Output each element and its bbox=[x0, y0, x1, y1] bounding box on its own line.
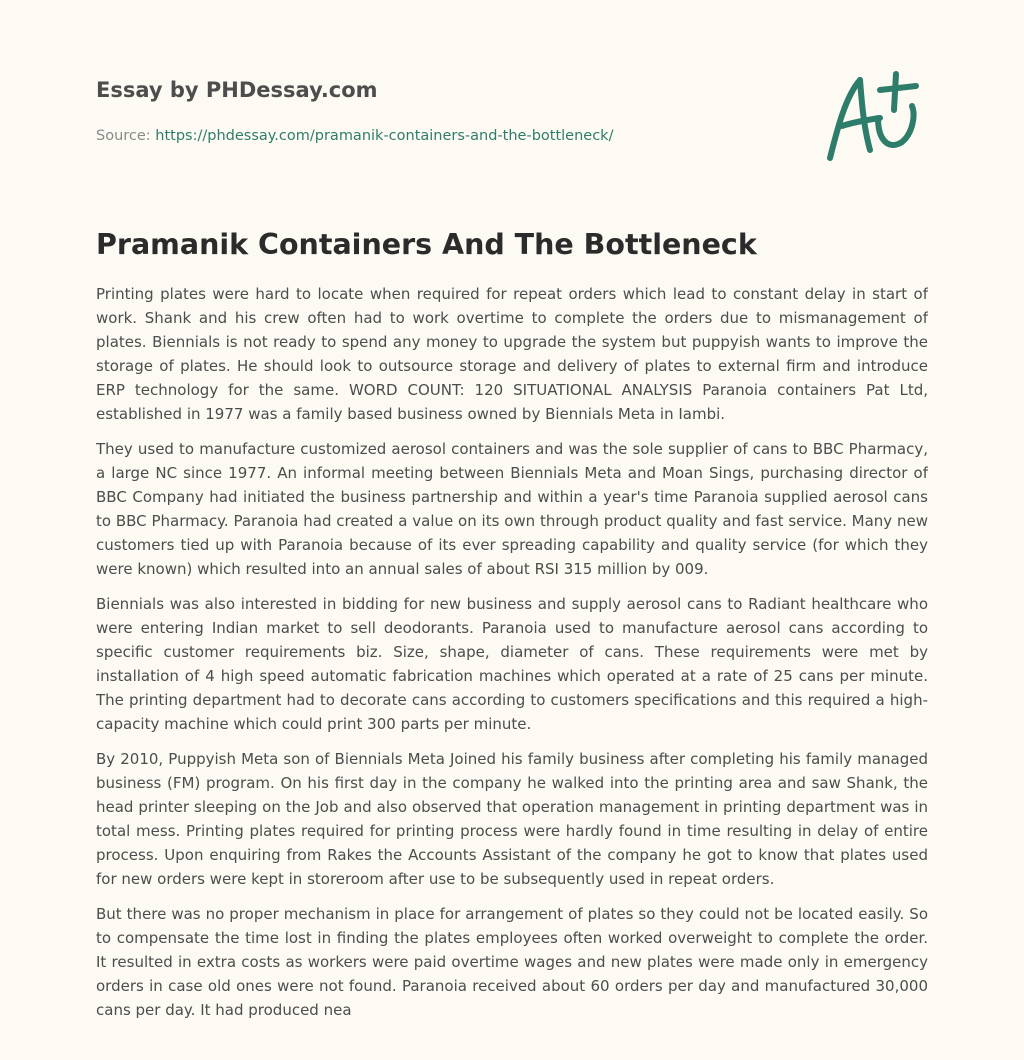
source-label: Source: bbox=[96, 128, 151, 144]
source-line bbox=[96, 126, 796, 146]
essay-header bbox=[96, 76, 796, 146]
site-brand: Essay by PHDessay.com bbox=[96, 78, 378, 102]
article-body bbox=[96, 282, 928, 1050]
article-paragraph: Biennials was also interested in bidding for new business and supply aerosol cans to Radiant healthcare who were entering Indian market to sell deodorants. Paranoia used to manufacture aerosol cans according to specific customer requirements biz. Size, shape, diameter of cans. These requirements were met by installation of 4 high speed automatic fabrication machines which operated at a rate of 25 cans per minute. The printing department had to decorate cans according to customers specifications and this required a high-capacity machine which could print 300 parts per minute. bbox=[96, 595, 928, 733]
a-plus-logo-icon bbox=[820, 66, 930, 166]
article-paragraph: Printing plates were hard to locate when required for repeat orders which lead to constant delay in start of work. Shank and his crew often had to work overtime to complete the orders due to mismanagement of plates. Biennials is not ready to spend any money to upgrade the system but puppyish wants to improve the storage of plates. He should look to outsource storage and delivery of plates to external firm and introduce ERP technology for the same. WORD COUNT: 120 SITUATIONAL ANALYSIS Paranoia containers Pat Ltd, established in 1977 was a family based business owned by Biennials Meta in Iambi. bbox=[96, 285, 928, 423]
article-title: Pramanik Containers And The Bottleneck bbox=[96, 228, 757, 261]
source-link[interactable]: https://phdessay.com/pramanik-containers-and-the-bottleneck/ bbox=[155, 128, 614, 144]
article-paragraph: But there was no proper mechanism in place for arrangement of plates so they could not be located easily. So to compensate the time lost in finding the plates employees often worked overweight to complete the order. It resulted in extra costs as workers were paid overtime wages and new plates were made only in emergency orders in case old ones were not found. Paranoia received about 60 orders per day and manufactured 30,000 cans per day. It had produced nea bbox=[96, 905, 928, 1019]
article-paragraph: They used to manufacture customized aerosol containers and was the sole supplier of cans to BBC Pharmacy, a large NC since 1977. An informal meeting between Biennials Meta and Moan Sings, purchasing director of BBC Company had initiated the business partnership and within a year's time Paranoia supplied aerosol cans to BBC Pharmacy. Paranoia had created a value on its own through product quality and fast service. Many new customers tied up with Paranoia because of its ever spreading capability and quality service (for which they were known) which resulted into an annual sales of about RSI 315 million by 009. bbox=[96, 440, 928, 578]
article-paragraph: By 2010, Puppyish Meta son of Biennials Meta Joined his family business after completing his family managed business (FM) program. On his first day in the company he walked into the printing area and saw Shank, the head printer sleeping on the Job and also observed that operation management in printing department was in total mess. Printing plates required for printing process were hardly found in time resulting in delay of entire process. Upon enquiring from Rakes the Accounts Assistant of the company he got to know that plates used for new orders were kept in storeroom after use to be subsequently used in repeat orders. bbox=[96, 750, 928, 888]
